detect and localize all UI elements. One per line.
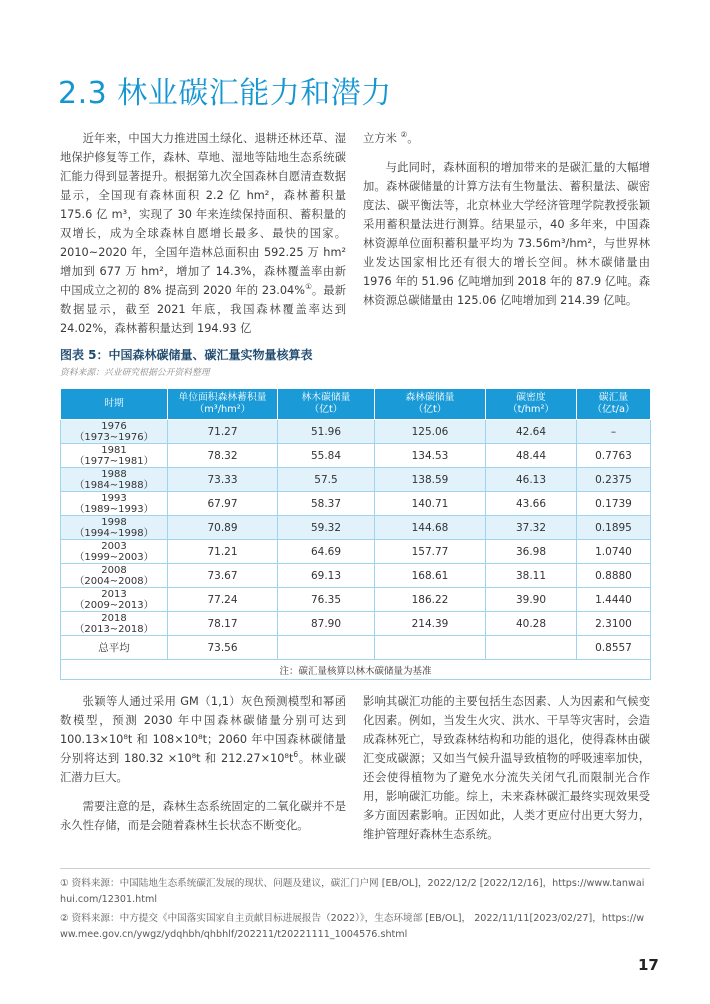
cell-period: 总平均 bbox=[61, 636, 168, 660]
cell-tree-carbon: 59.32 bbox=[278, 516, 375, 540]
cell-period: 1981 （1977~1981） bbox=[61, 444, 168, 468]
cell-forest-carbon: 140.71 bbox=[375, 492, 486, 516]
cell-sink: 1.4440 bbox=[577, 588, 651, 612]
text-column-3 bbox=[60, 692, 346, 845]
paragraph-text: 。林业碳汇潜力巨大。 bbox=[60, 752, 346, 784]
cell-density: 39.90 bbox=[486, 588, 577, 612]
cell-tree-carbon: 51.96 bbox=[278, 420, 375, 444]
cell-tree-carbon: 87.90 bbox=[278, 612, 375, 636]
header-period: 时期 bbox=[61, 389, 168, 420]
cell-tree-carbon: 76.35 bbox=[278, 588, 375, 612]
footnote-ref[interactable]: ② bbox=[400, 130, 408, 140]
cell-sink: 1.0740 bbox=[577, 540, 651, 564]
cell-forest-carbon: 186.22 bbox=[375, 588, 486, 612]
footnote-ref[interactable]: ① bbox=[304, 282, 312, 292]
header-density: 碳密度 （t/hm²） bbox=[486, 389, 577, 420]
cell-sink: – bbox=[577, 420, 651, 444]
paragraph-text: 近年来，中国大力推进国土绿化、退耕还林还草、湿地保护修复等工作，森林、草地、湿地等陆地生态系统碳汇能力得到显著提升。根据第九次全国森林自愿清查数据显示，全国现有森林面积 2.2 亿 hm²，森林蓄积量 175.6 亿 m³，实现了 30 年来连续保持面积、蓄积量的双增长，成为全球森林自愿增长最多、最快的国家。2010~2020 年，全国年造林总面积由 592.25 万 hm² 增加到 677 万 hm²，增加了 14.3%，森林覆盖率由新中国成立之初的 8% 提高到 2020 年的 23.04% bbox=[60, 132, 346, 297]
footnote-ref[interactable]: 6 bbox=[293, 750, 299, 760]
paragraph: 需要注意的是，森林生态系统固定的二氧化碳并不是永久性存储，而是会随着森林生长状态不断变化。 bbox=[60, 800, 346, 832]
cell-tree-carbon: 57.5 bbox=[278, 468, 375, 492]
cell-volume: 67.97 bbox=[168, 492, 278, 516]
table-row bbox=[61, 420, 651, 444]
table-note-row bbox=[61, 660, 651, 680]
cell-density: 46.13 bbox=[486, 468, 577, 492]
cell-density: 43.66 bbox=[486, 492, 577, 516]
table-row-average bbox=[61, 636, 651, 660]
cell-forest-carbon: 157.77 bbox=[375, 540, 486, 564]
cell-sink: 0.1739 bbox=[577, 492, 651, 516]
paragraph: 与此同时，森林面积的增加带来的是碳汇量的大幅增加。森林碳储量的计算方法有生物量法、蓄积量法、碳密度法、碳平衡法等，北京林业大学经济管理学院教授张颖采用蓄积量法进行测算。结果显示，40 多年来，中国森林资源单位面积蓄积量平均为 73.56m³/hm²，与世界林业发达国家相比还有很大的增长空间。林木碳储量由 1976 年的 51.96 亿吨增加到 2018 年的 87.9 亿吨。森林资源总碳储量由 125.06 亿吨增加到 214.39 亿吨。 bbox=[363, 161, 650, 307]
table-row bbox=[61, 468, 651, 492]
table-row bbox=[61, 612, 651, 636]
cell-period: 2018 （2013~2018） bbox=[61, 612, 168, 636]
header-sink: 碳汇量 （亿t/a） bbox=[577, 389, 651, 420]
page-number: 17 bbox=[638, 956, 659, 974]
cell-volume: 73.56 bbox=[168, 636, 278, 660]
cell-volume: 71.27 bbox=[168, 420, 278, 444]
cell-volume: 70.89 bbox=[168, 516, 278, 540]
cell-tree-carbon: 58.37 bbox=[278, 492, 375, 516]
table-source: 资料来源：兴业研究根据公开资料整理 bbox=[60, 368, 210, 378]
cell-period: 1993 （1989~1993） bbox=[61, 492, 168, 516]
text-column-4 bbox=[363, 692, 650, 854]
paragraph-text: 。最新数据显示，截至 2021 年底，我国森林覆盖率达到 24.02%，森林蓄积量达到 194.93 亿 bbox=[60, 284, 346, 335]
table-header-row bbox=[61, 389, 651, 420]
cell-sink: 0.7763 bbox=[577, 444, 651, 468]
section-heading: 2.3 林业碳汇能力和潜力 bbox=[58, 76, 392, 111]
text-column-1 bbox=[60, 129, 346, 348]
paragraph bbox=[363, 129, 650, 148]
table-row bbox=[61, 540, 651, 564]
cell-density: 37.32 bbox=[486, 516, 577, 540]
paragraph-text: 。 bbox=[407, 132, 419, 145]
cell-density: 38.11 bbox=[486, 564, 577, 588]
cell-tree-carbon: 64.69 bbox=[278, 540, 375, 564]
cell-period: 2008 （2004~2008） bbox=[61, 564, 168, 588]
cell-forest-carbon: 214.39 bbox=[375, 612, 486, 636]
cell-volume: 77.24 bbox=[168, 588, 278, 612]
paragraph-text: 立方米 bbox=[363, 132, 397, 145]
header-tree-carbon: 林木碳储量 （亿t） bbox=[278, 389, 375, 420]
table-row bbox=[61, 492, 651, 516]
cell-forest-carbon: 144.68 bbox=[375, 516, 486, 540]
cell-period: 1998 （1994~1998） bbox=[61, 516, 168, 540]
cell-tree-carbon bbox=[278, 636, 375, 660]
cell-density: 48.44 bbox=[486, 444, 577, 468]
header-volume: 单位面积森林蓄积量 （m³/hm²） bbox=[168, 389, 278, 420]
table-row bbox=[61, 564, 651, 588]
cell-density bbox=[486, 636, 577, 660]
cell-forest-carbon: 168.61 bbox=[375, 564, 486, 588]
cell-tree-carbon: 69.13 bbox=[278, 564, 375, 588]
table-row bbox=[61, 588, 651, 612]
cell-sink: 0.2375 bbox=[577, 468, 651, 492]
cell-period: 2003 （1999~2003） bbox=[61, 540, 168, 564]
table-row bbox=[61, 444, 651, 468]
cell-sink: 0.1895 bbox=[577, 516, 651, 540]
paragraph bbox=[60, 129, 346, 338]
cell-forest-carbon: 134.53 bbox=[375, 444, 486, 468]
cell-volume: 73.33 bbox=[168, 468, 278, 492]
cell-density: 40.28 bbox=[486, 612, 577, 636]
table-title: 图表 5：中国森林碳储量、碳汇量实物量核算表 bbox=[60, 348, 313, 362]
header-forest-carbon: 森林碳储量 （亿t） bbox=[375, 389, 486, 420]
table-note: 注：碳汇量核算以林木碳储量为基准 bbox=[61, 660, 651, 680]
paragraph: 影响其碳汇功能的主要包括生态因素、人为因素和气候变化因素。例如，当发生火灾、洪水、干旱等灾害时，会造成森林死亡，导致森林结构和功能的退化，使得森林由碳汇变成碳源；又如当气候升温导致植物的呼吸速率加快，还会使得植物为了避免水分流失关闭气孔而限制光合作用，影响碳汇功能。综上，未来森林碳汇最终实现效果受多方面因素影响。正因如此，人类才更应付出更大努力，维护管理好森林生态系统。 bbox=[363, 695, 650, 841]
cell-density: 36.98 bbox=[486, 540, 577, 564]
carbon-accounting-table bbox=[60, 388, 651, 680]
text-column-2 bbox=[363, 129, 650, 320]
cell-forest-carbon: 125.06 bbox=[375, 420, 486, 444]
cell-density: 42.64 bbox=[486, 420, 577, 444]
cell-period: 1988 （1984~1988） bbox=[61, 468, 168, 492]
cell-period: 1976 （1973~1976） bbox=[61, 420, 168, 444]
footnote-2[interactable]: ② 资料来源：中方提交《中国落实国家自主贡献目标进展报告（2022）》，生态环境部 [EB/OL]， 2022/11/11[2023/02/27]，https://www.mee.gov.cn/ywgz/ydqhbh/qhbhlf/202211/t20221111_1004576.shtml bbox=[60, 913, 645, 940]
cell-sink: 0.8880 bbox=[577, 564, 651, 588]
table-row bbox=[61, 516, 651, 540]
paragraph bbox=[60, 692, 346, 787]
cell-sink: 2.3100 bbox=[577, 612, 651, 636]
footnote-1[interactable]: ① 资料来源：中国陆地生态系统碳汇发展的现状、问题及建议，碳汇门户网 [EB/OL]，2022/12/2 [2022/12/16]，https://www.tanwaihui.com/12301.html bbox=[60, 878, 645, 905]
cell-volume: 73.67 bbox=[168, 564, 278, 588]
paragraph-text: 张颖等人通过采用 GM（1,1）灰色预测模型和幂函数模型，预测 2030 年中国森林碳储量分别可达到 100.13×10⁸t 和 108×10⁸t；2060 年中国森林碳储量分别将达到 180.32 ×10⁸t 和 212.27×10⁸t bbox=[60, 695, 346, 765]
footnotes bbox=[60, 868, 650, 946]
cell-volume: 78.32 bbox=[168, 444, 278, 468]
cell-forest-carbon: 138.59 bbox=[375, 468, 486, 492]
cell-volume: 78.17 bbox=[168, 612, 278, 636]
cell-forest-carbon bbox=[375, 636, 486, 660]
cell-volume: 71.21 bbox=[168, 540, 278, 564]
cell-sink: 0.8557 bbox=[577, 636, 651, 660]
cell-tree-carbon: 55.84 bbox=[278, 444, 375, 468]
cell-period: 2013 （2009~2013） bbox=[61, 588, 168, 612]
